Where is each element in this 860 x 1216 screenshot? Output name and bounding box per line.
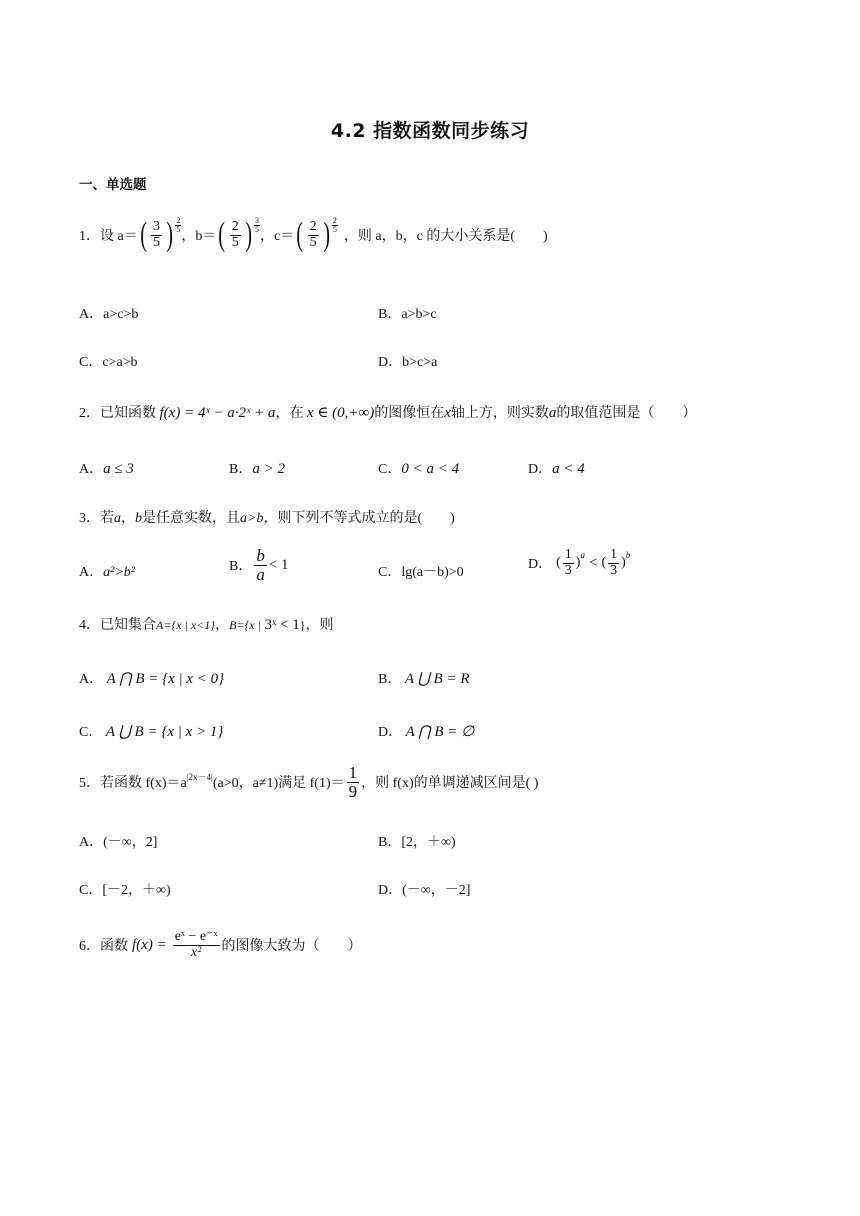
q1-b-label: ，b＝: [181, 229, 217, 244]
q4-option-a[interactable]: A． A ⋂ B = {x | x < 0}: [79, 671, 225, 687]
question-2: [79, 402, 696, 422]
q1-c-label: ，c＝: [260, 229, 295, 244]
q2-option-d[interactable]: D．a < 4: [528, 461, 585, 477]
q3-option-b[interactable]: B． $\frac{b}{a}$ < 1: [229, 546, 289, 584]
question-1: 1．设 a＝ ( $\frac{3}{5}$ ) 2 5 ，b＝ ( $\frac{2}{5}$ ) 3 5 ，c＝ ( $\frac{2}{5}$ ) 2 5 ，则 a，b，c 的大小关系是( ): [79, 215, 548, 253]
q1-option-b[interactable]: B．a>b>c: [378, 307, 437, 322]
question-5: 5．若函数 f(x)＝a $^{|2x-4|}$ (a>0，a≠1)满足 f(1)＝ $\frac{1}{9}$ ，则 f(x)的单调递减区间是( ): [79, 763, 539, 801]
q1-tail: ，则 a，b，c 的大小关系是( ): [343, 229, 548, 244]
q2-option-a[interactable]: A．a ≤ 3: [79, 461, 134, 477]
q1-a-fraction: $\frac{3}{5}$: [153, 218, 161, 250]
q1-c-fraction: $\frac{2}{5}$: [309, 218, 317, 250]
q2-axis: x: [444, 405, 451, 421]
q5-option-b[interactable]: B．[2，＋∞): [378, 835, 456, 850]
q2-var: a: [548, 405, 557, 421]
q4-option-c[interactable]: C． A ⋃ B = {x | x > 1}: [79, 724, 224, 740]
q4-option-b[interactable]: B． A ⋃ B = R: [378, 671, 470, 687]
section-heading: 一、单选题: [79, 177, 147, 193]
question-4: 4．已知集合A={x | x<1}，B={x | 3ˣ < 1}，则: [79, 617, 334, 633]
q2-domain: x ∈ (0,+∞): [306, 405, 375, 421]
q5-option-c[interactable]: C．[－2，＋∞): [79, 883, 171, 898]
q3-option-d[interactable]: D． ( $\frac{1}{3}$ ) $^a$ < ( $\frac{1}{3}$ ) $^b$: [528, 547, 631, 578]
q4-option-d[interactable]: D． A ⋂ B = ∅: [378, 724, 475, 740]
q1-b-fraction: $\frac{2}{5}$: [231, 218, 239, 250]
q3-option-a[interactable]: A．a²>b²: [79, 565, 135, 580]
q2-option-b[interactable]: B．a > 2: [229, 461, 285, 477]
question-6: 6．函数 f(x) = $\frac{\text{eˣ − e⁻ˣ}}{\text{x²}}$ 的图像大致为（ ）: [79, 929, 362, 960]
q2-post1: 的图像恒在: [374, 406, 445, 421]
q1-b-exponent: 3 5: [255, 215, 260, 234]
q6-fraction: $\frac{\text{eˣ − e⁻ˣ}}{\text{x²}}$: [174, 929, 218, 960]
q2-post2: 轴上方，则实数: [450, 406, 549, 421]
question-3: 3．若a，b是任意实数，且a>b，则下列不等式成立的是( ): [79, 511, 455, 526]
q2-post3: 的取值范围是（ ）: [556, 406, 697, 421]
page-title: 4.2 指数函数同步练习: [330, 120, 530, 142]
q5-option-d[interactable]: D．(－∞，－2]: [378, 883, 471, 898]
q2-prefix: 2．已知函数: [79, 406, 156, 421]
q1-c-exponent: 2 5: [332, 215, 337, 234]
q1-option-a[interactable]: A．a>c>b: [79, 307, 139, 322]
q5-option-a[interactable]: A．(－∞，2]: [79, 835, 158, 850]
q2-mid: ，在: [275, 406, 304, 421]
q2-option-c[interactable]: C．0 < a < 4: [378, 461, 460, 477]
q1-option-c[interactable]: C．c>a>b: [79, 355, 138, 370]
q2-function: f(x) = 4ˣ − a·2ˣ + a: [159, 405, 276, 421]
q3-option-c[interactable]: C．lg(a－b)>0: [378, 565, 464, 580]
q1-a-exponent: 2 5: [176, 215, 181, 234]
q1-option-d[interactable]: D．b>c>a: [378, 355, 438, 370]
q5-fraction: $\frac{1}{9}$: [348, 763, 358, 801]
q1-prefix: 1．设 a＝: [79, 229, 138, 244]
